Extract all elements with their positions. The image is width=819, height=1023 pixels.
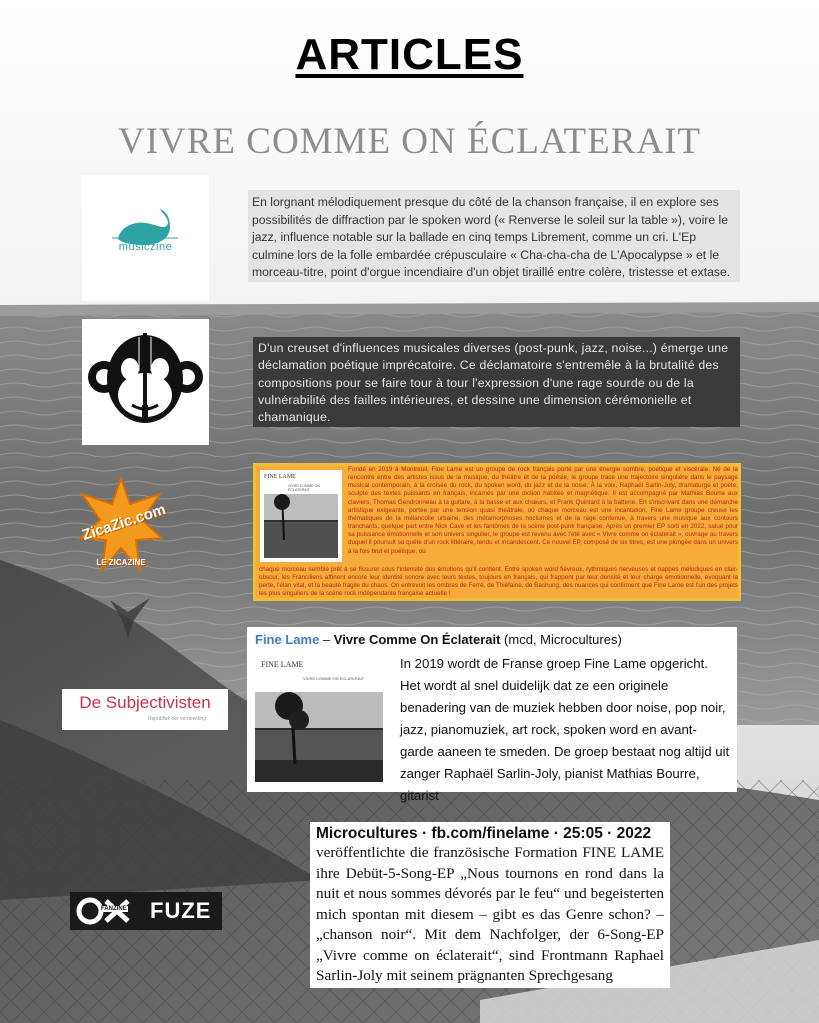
cover-band: FINE LAME: [261, 660, 304, 669]
cover-band: FINE LAME: [264, 474, 296, 480]
ox-fuze-logo[interactable]: [70, 892, 222, 930]
album-cover-art: [255, 654, 383, 782]
monkey-guitar-icon: [82, 319, 209, 445]
page-subheading: VIVRE COMME ON ÉCLATERAIT: [117, 121, 702, 162]
record-label: (mcd, Microcultures): [500, 632, 622, 647]
album-cover: [255, 654, 383, 782]
zicazic-logo[interactable]: [80, 478, 168, 582]
article-zicazic-text-continued: chaque morceau semble prêt à se fissurer sous l'intensité des émotions qu'il contient. Entre spoken word fiévreux, rythmiques nerveuses et nappes mélodiques en clair-obscur, les Franciliens affinent encore leur identité sonore avec leurs textes, toujours en français, qui frappent par leur densité et leur charge émotionnelle, évoquant la perte, l'élan vital, et la beauté fragile du chaos. On entrevoit les ombres de Ferré, de Thiéfaine, de Bashung, des nuances qui confirment que Fine Lame est l'un des projets les plus singuliers de la scène rock indépendante française actuelle !: [259, 566, 738, 598]
article-subjectivisten-box: [247, 627, 737, 803]
musiczine-logo[interactable]: [82, 175, 209, 301]
monkey-guitar-logo[interactable]: [82, 319, 209, 445]
headline-dash: –: [319, 632, 334, 647]
article-musiczine-text: En lorgnant mélodiquement presque du côté de la chanson française, il en explore ses possibilités de diffraction par le spoken word (« Renverse le soleil sur la table »), voire le jazz, influence notable sur la ballade en cinq temps Librement, comme un cri. L'Ep culmine lors de la folle embardée crépusculaire « Cha-cha-cha de L'Apocalypse » et le morceau-titre, point d'orgue incendiaire d'un objet tiraillé entre colère, tristesse et extase.: [248, 190, 740, 282]
article-zicazic-text: Fondé en 2019 à Montreuil, Fine Lame est un groupe de rock français porté par une énergie sombre, poétique et viscérale. Né de la rencontre entre des artistes issus de la musique, du théâtre et de la poésie, le groupe trace une trajectoire singulière dans le paysage musical contemporain, à la croisée du rock, du spoken word, du jazz et de la noise. À la voix, Raphaël Sarlin-Joly, dramaturge et poète, sculpte des textes puissants en français, incarnés par une diction habitée et magnétique. Il est accompagné par Mathias Bourre aux claviers, Thomas Gendronneau à la guitare, à la basse et aux chœurs, et Frank Quintard à la batterie. En s'inscrivant dans une démarche artistique exigeante, portée par une tension quasi théâtrale, où chaque morceau est une incantation, Fine Lame groupe creuse les thématiques de la mélancolie urbaine, des métamorphoses nocturnes et de la rage contenue, à travers une musique aux contours tranchants, quelque part entre Nick Cave et les fantômes de la scène post-punk française. Après un premier EP sorti en 2022, salué pour sa puissance émotionnelle et son univers singulier, le groupe est revenu avec l'été avec « Vivre comme on éclaterait », ouvrage au travers duquel il poursuit sa quête d'un rock littéraire, tendu et incandescent. Ce nouvel EP, composé de six titres, est une plongée dans un univers à la fois brut et poétique, où: [348, 466, 738, 555]
article-zicazic-box: [253, 463, 741, 601]
article-subjectivisten-text: In 2019 wordt de Franse groep Fine Lame opgericht. Het wordt al snel duidelijk dat ze een originele benadering van de muziek hebben door noise, pop noir, jazz, pianomuziek, art rock, spoken word en avant-garde aaneen te smeden. De groep bestaat nog altijd uit zanger Raphaël Sarlin-Joly, pianist Mathias Bourre, gitarist: [400, 656, 730, 803]
fanzine-text: FANZINE: [101, 906, 127, 912]
subjectivisten-logo-text: De Subjectivisten: [79, 693, 211, 712]
album-cover-small: [260, 470, 342, 562]
article-fuze-text: veröffentlichte die französische Formation FINE LAME ihre Debüt-5-Song-EP „Nous tournons en rond dans la nuit et nous sommes dévorés par le feu“ und begeisterten mich spontan mit diesem – gibt es das Genre schon? – „chanson noir“. Mit dem Nachfolger, der 6-Song-EP „Vivre comme on éclaterait“, sind Frontmann Raphael Sarlin-Joly mit seinem prägnanten Sprechgesang: [316, 844, 664, 984]
cover-title: VIVRE COMME ON ÉCLATERAIT: [288, 484, 320, 492]
ox-text: [70, 892, 71, 893]
zicazic-logo-sub: LE ZICAZINE: [96, 558, 146, 567]
article-monkey-text: D'un creuset d'influences musicales diverses (post-punk, jazz, noise...) émerge une déclamation poétique imprécatoire. Ce déclamatoire s'entremêle à la brutalité des compositions pour se faire tour à tour l'expression d'une rage sourde ou de la vulnérabilité des failles intérieures, et dessine une dimension cérémonielle et chamanique.: [253, 337, 740, 427]
zicazic-logo-text: ZicaZic.com: [80, 501, 168, 544]
record-title: Vivre Comme On Éclaterait: [333, 632, 501, 647]
musiczine-logo-text: musiczine: [118, 241, 173, 253]
article-headline: [255, 632, 622, 647]
cover-title: VIVRE COMME ON ÉCLATERAIT: [303, 676, 365, 681]
whale-icon: [82, 175, 209, 301]
fuze-text: FUZE: [150, 898, 212, 923]
band-name[interactable]: Fine Lame: [255, 632, 320, 647]
article-fuze-head: Microcultures · fb.com/finelame · 25:05 · 2022: [316, 825, 652, 842]
page-heading: ARTICLES: [295, 30, 524, 79]
article-fuze-box: [310, 822, 670, 988]
subjectivisten-logo-sub: Republiek der verbeelding: [147, 716, 206, 722]
subjectivisten-logo[interactable]: [62, 689, 228, 730]
